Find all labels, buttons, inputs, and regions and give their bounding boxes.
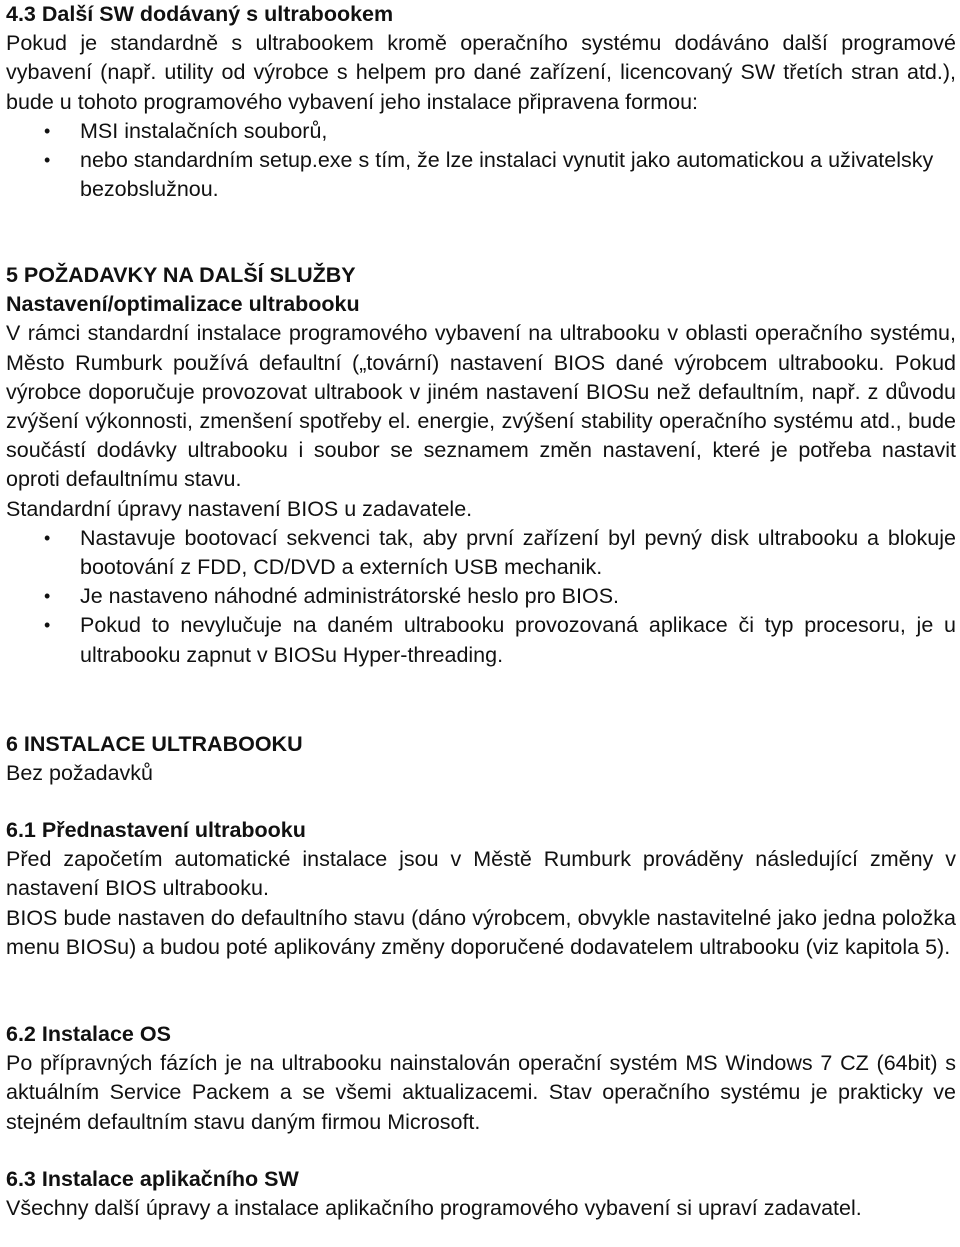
list-item-text: nebo standardním setup.exe s tím, že lze instalaci vynutit jako automatickou a uživatelsky bezobslužnou. (80, 148, 934, 202)
list-item-text: Je nastaveno náhodné administrátorské heslo pro BIOS. (80, 584, 620, 609)
section-6 (6, 730, 956, 788)
paragraph: Všechny další úpravy a instalace aplikačního programového vybavení si upraví zadavatel. (6, 1196, 862, 1221)
list-item (6, 582, 956, 611)
paragraph: BIOS bude nastaven do defaultního stavu (dáno výrobcem, obvykle nastavitelné jako jedna položka menu BIOSu) a budou poté aplikovány změny doporučené dodavatelem ultrabooku (viz kapitola 5). (6, 905, 956, 959)
list-item (6, 117, 956, 146)
bullet-icon: • (44, 120, 51, 141)
section-6-2 (6, 1020, 956, 1137)
section-heading: 5 POŽADAVKY NA DALŠÍ SLUŽBY (6, 263, 356, 287)
bullet-icon: • (44, 615, 51, 636)
list-item (6, 611, 956, 669)
section-heading: 6.3 Instalace aplikačního SW (6, 1167, 299, 1191)
section-heading: 6 INSTALACE ULTRABOOKU (6, 732, 303, 756)
paragraph: Po přípravných fázích je na ultrabooku nainstalován operační systém MS Windows 7 CZ (64bit) s aktuálním Service Packem a se všemi aktualizacemi. Stav operačního systému je prakticky ve stejném defaultním stavu daným firmou Microsoft. (6, 1051, 956, 1134)
section-heading: 4.3 Další SW dodávaný s ultrabookem (6, 2, 394, 26)
list-item-text: MSI instalačních souborů, (80, 118, 328, 143)
bullet-icon: • (44, 586, 51, 607)
paragraph: Pokud je standardně s ultrabookem kromě operačního systému dodáváno další programové vybavení (např. utility od výrobce s helpem pro dané zařízení, licencovaný SW třetích stran atd.), bude u tohoto programového vybavení jeho instalace připravena formou: (6, 31, 956, 114)
section-heading: 6.2 Instalace OS (6, 1022, 171, 1046)
section-5 (6, 261, 956, 670)
bullet-icon: • (44, 150, 51, 171)
section-4-3 (6, 0, 956, 204)
bullet-icon: • (44, 527, 51, 548)
subsection-heading: Nastavení/optimalizace ultrabooku (6, 292, 360, 317)
paragraph: Před započetím automatické instalace jsou v Městě Rumburk prováděny následující změny v nastavení BIOS ultrabooku. (6, 847, 956, 901)
list-item-text: Nastavuje bootovací sekvenci tak, aby první zařízení byl pevný disk ultrabooku a blokuje bootování z FDD, CD/DVD a externích USB mechanik. (80, 525, 956, 580)
paragraph: Standardní úpravy nastavení BIOS u zadavatele. (6, 496, 473, 521)
section-6-3 (6, 1165, 956, 1223)
bullet-list (6, 524, 956, 670)
paragraph: Bez požadavků (6, 761, 154, 786)
bullet-list (6, 117, 956, 205)
list-item-text: Pokud to nevylučuje na daném ultrabooku provozovaná aplikace či typ procesoru, je u ultrabooku zapnut v BIOSu Hyper-threading. (80, 613, 956, 667)
list-item (6, 146, 956, 204)
section-heading: 6.1 Přednastavení ultrabooku (6, 818, 306, 842)
section-6-1 (6, 816, 956, 962)
list-item (6, 524, 956, 582)
paragraph: V rámci standardní instalace programového vybavení na ultrabooku v oblasti operačního systému, Město Rumburk používá defaultní („tovární) nastavení BIOS dané výrobcem ultrabooku. Pokud výrobce doporučuje provozovat ultrabook v jiném nastavení BIOSu než defaultním, např. z důvodu zvýšení výkonnosti, zmenšení spotřeby el. energie, zvýšení stability operačního systému atd., bude součástí dodávky ultrabooku i soubor se seznamem změn nastavení, které je potřeba nastavit oproti defaultnímu stavu. (6, 321, 956, 492)
